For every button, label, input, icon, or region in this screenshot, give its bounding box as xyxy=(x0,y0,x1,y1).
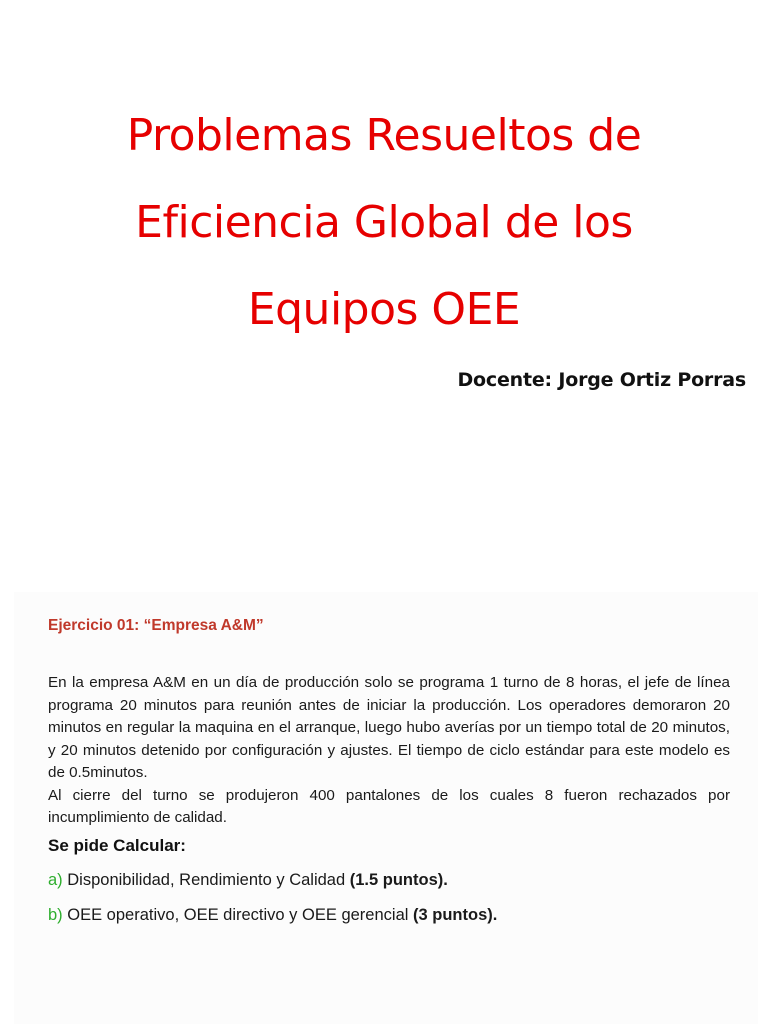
main-title xyxy=(20,92,748,353)
problem-statement xyxy=(48,672,730,830)
exercise-title: Ejercicio 01: “Empresa A&M” xyxy=(48,617,264,634)
ask-item-b xyxy=(48,906,497,925)
exercise-slide xyxy=(14,592,758,1024)
ask-item-a xyxy=(48,871,448,890)
title-line-1: Problemas Resueltos de xyxy=(126,110,642,161)
problem-paragraph-1: En la empresa A&M en un día de producción solo se programa 1 turno de 8 horas, el jefe de línea programa 20 minutos para reunión antes de iniciar la producción. Los operadores demoraron 20 minutos en regular la maquina en el arranque, luego hubo averías por un tiempo total de 20 minutos, y 20 minutos detenido por configuración y ajustes. El tiempo de ciclo estándar para este modelo es de 0.5minutos. xyxy=(48,674,730,781)
item-points-b: (3 puntos). xyxy=(413,906,498,924)
item-points-a: (1.5 puntos). xyxy=(349,871,448,889)
item-letter-b: b) xyxy=(48,906,63,924)
author-label: Docente: Jorge Ortiz Porras xyxy=(457,369,746,391)
item-text-b: OEE operativo, OEE directivo y OEE gerencial xyxy=(62,906,413,924)
ask-heading: Se pide Calcular: xyxy=(48,836,186,855)
item-letter-a: a) xyxy=(48,871,63,889)
title-line-2: Eficiencia Global de los xyxy=(135,197,633,248)
item-text-a: Disponibilidad, Rendimiento y Calidad xyxy=(62,871,350,889)
title-line-3: Equipos OEE xyxy=(247,284,521,335)
problem-paragraph-2: Al cierre del turno se produjeron 400 pantalones de los cuales 8 fueron rechazados por incumplimiento de calidad. xyxy=(48,786,730,826)
